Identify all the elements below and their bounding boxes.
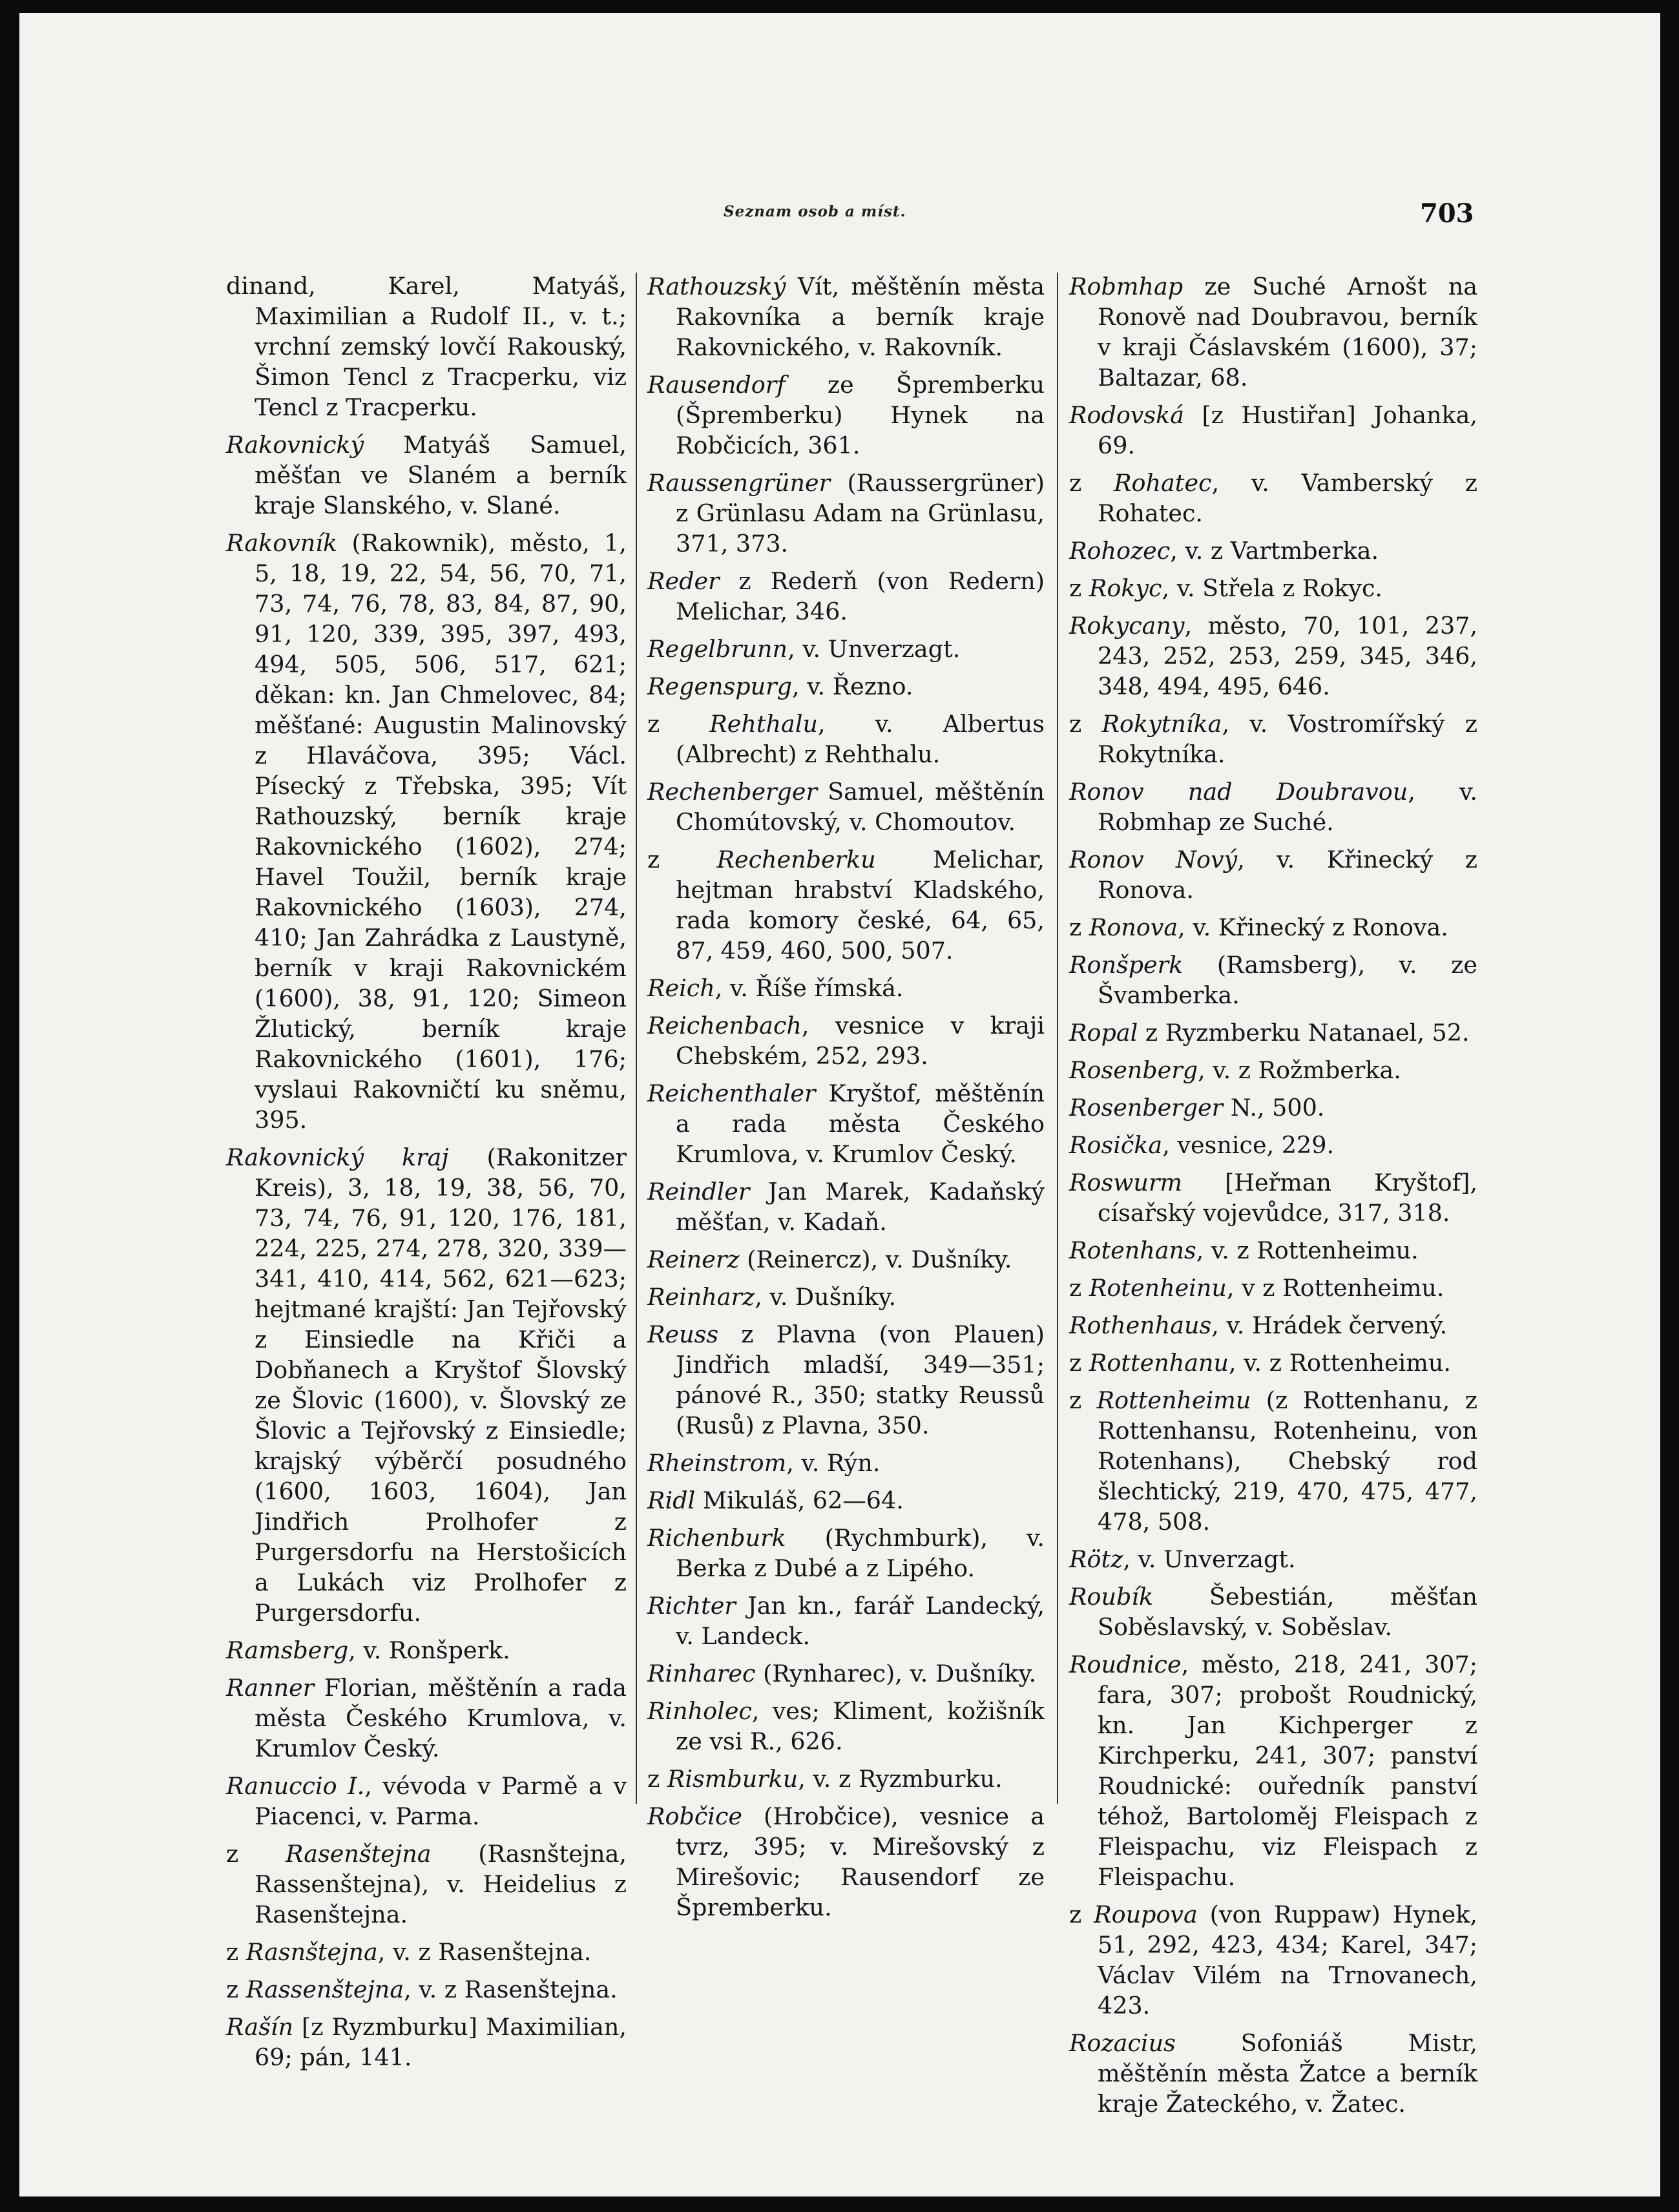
entry-text: [Heřman Kryštof], císařský vojevůdce, 317, 318. xyxy=(1098,1169,1477,1227)
entry-headword: Regenspurg xyxy=(647,673,792,700)
index-entry xyxy=(1069,912,1477,943)
running-header: Seznam osob a míst. xyxy=(724,203,906,220)
index-entry xyxy=(1069,777,1477,837)
index-entry xyxy=(1069,950,1477,1010)
entry-headword: Reichenbach xyxy=(647,1012,802,1039)
entry-text: Matyáš Samuel, měšťan ve Slaném a berník kraje Slanského, v. Slané. xyxy=(255,431,627,519)
entry-headword: Rašín xyxy=(226,2013,293,2041)
index-column-right xyxy=(1069,271,1477,2126)
index-entry xyxy=(226,1937,627,1967)
entry-prefix: z xyxy=(226,1938,246,1966)
index-entry xyxy=(647,1696,1045,1757)
entry-headword: Rotenheinu xyxy=(1089,1274,1227,1302)
index-entry xyxy=(647,1282,1045,1312)
entry-headword: Rosenberger xyxy=(1069,1094,1224,1122)
entry-text: (Ramsberg), v. ze Švamberka. xyxy=(1098,951,1477,1009)
index-entry xyxy=(226,1635,627,1665)
entry-text: , v. z Rottenheimu. xyxy=(1196,1236,1419,1264)
entry-text: , v z Rottenheimu. xyxy=(1226,1274,1444,1302)
entry-headword: Rohatec xyxy=(1114,469,1212,497)
index-entry xyxy=(1069,271,1477,393)
entry-headword: Rinholec xyxy=(647,1697,752,1725)
index-entry xyxy=(1069,1130,1477,1160)
entry-headword: Rechenberger xyxy=(647,778,817,806)
entry-text: dinand, Karel, Matyáš, Maximilian a Rudolf II., v. t.; vrchní zemský lovčí Rakouský, Šimon Tencl z Tracperku, viz Tencl z Tracperku. xyxy=(226,272,627,421)
index-entry xyxy=(1069,1310,1477,1341)
index-entry xyxy=(647,1485,1045,1516)
entry-text: , město, 218, 241, 307; fara, 307; probošt Roudnický, kn. Jan Kichperger z Kirchperku, 241, 307; panství Roudnické: ouředník panství téhož, Bartoloměj Fleispach z Fleispachu, viz Fleispach z Fleispachu. xyxy=(1098,1651,1477,1891)
entry-headword: Rheinstrom xyxy=(647,1449,787,1477)
index-entry xyxy=(647,1658,1045,1689)
entry-text: , v. Křinecký z Ronova. xyxy=(1178,913,1448,941)
index-entry xyxy=(226,1142,627,1628)
index-entry xyxy=(226,1673,627,1764)
entry-headword: Rottenhanu xyxy=(1089,1349,1229,1377)
entry-headword: Ranner xyxy=(226,1674,315,1702)
index-entry xyxy=(226,1974,627,2005)
entry-text: (Hrobčice), vesnice a tvrz, 395; v. Mirešovský z Mirešovic; Rausendorf ze Špremberku. xyxy=(676,1802,1045,1921)
entry-text: , v. Albertus (Albrecht) z Rehthalu. xyxy=(676,710,1045,768)
entry-text: (von Ruppaw) Hynek, 51, 292, 423, 434; Karel, 347; Václav Vilém na Trnovanech, 423. xyxy=(1098,1901,1477,2019)
entry-headword: Roswurm xyxy=(1069,1169,1182,1196)
entry-headword: Reder xyxy=(647,567,720,595)
index-entry xyxy=(647,1764,1045,1794)
index-column-middle xyxy=(647,271,1045,1930)
entry-text: ze Špremberku (Špremberku) Hynek na Robčicích, 361. xyxy=(676,371,1045,459)
entry-prefix: z xyxy=(1069,913,1089,941)
entry-headword: Reich xyxy=(647,974,715,1002)
entry-headword: Roudnice xyxy=(1069,1651,1182,1678)
entry-text: (Raussergrüner) z Grünlasu Adam na Grünlasu, 371, 373. xyxy=(676,469,1045,558)
entry-headword: Roubík xyxy=(1069,1583,1154,1611)
index-entry xyxy=(1069,1348,1477,1378)
entry-headword: Rehthalu xyxy=(709,710,819,738)
column-divider xyxy=(636,273,637,1804)
index-entry xyxy=(647,709,1045,769)
index-entry xyxy=(226,528,627,1135)
index-entry xyxy=(1069,536,1477,566)
entry-text: , vévoda v Parmě a v Piacenci, v. Parma. xyxy=(255,1772,627,1830)
entry-headword: Richenburk xyxy=(647,1524,786,1552)
entry-text: , vesnice, 229. xyxy=(1162,1131,1335,1159)
entry-text: , ves; Kliment, kožišník ze vsi R., 626. xyxy=(676,1697,1045,1755)
entry-headword: Ronova xyxy=(1089,913,1178,941)
entry-headword: Robmhap xyxy=(1069,273,1184,300)
entry-headword: Rozacius xyxy=(1069,2029,1176,2057)
entry-headword: Rakovník xyxy=(226,529,338,557)
entry-text: [z Ryzmburku] Maximilian, 69; pán, 141. xyxy=(255,2013,627,2071)
entry-text: , v. Unverzagt. xyxy=(787,635,961,663)
entry-text: (Rakownik), město, 1, 5, 18, 19, 22, 54, 56, 70, 71, 73, 74, 76, 78, 83, 84, 87, 90, 91, 120, 339, 395, 397, 493, 494, 505, 506, 517, 621; děkan: kn. Jan Chmelovec, 84; měšťané: Augustin Malinovský z Hlaváčova, 395; Václ. Písecký z Třebska, 395; Vít Rathouzský, berník kraje Rakovnického (1602), 274; Havel Toužil, berník kraje Rakovnického (1603), 274, 410; Jan Zahrádka z Laustyně, berník v kraji Rakovnickém (1600), 38, 91, 120; Simeon Žlutický, berník kraje Rakovnického (1601), 176; vyslaui Rakovničtí ku sněmu, 395. xyxy=(255,529,627,1134)
page xyxy=(19,13,1660,2196)
entry-text: Šebestián, měšťan Soběslavský, v. Soběslav. xyxy=(1098,1583,1477,1641)
entry-text: z Ryzmberku Natanael, 52. xyxy=(1138,1019,1470,1047)
entry-headword: Reichenthaler xyxy=(647,1080,816,1107)
entry-prefix: z xyxy=(1069,469,1114,497)
entry-prefix: z xyxy=(226,1976,246,2003)
entry-text: , v. z Rasenštejna. xyxy=(404,1976,618,2003)
index-entry xyxy=(226,271,627,423)
entry-text: Mikuláš, 62—64. xyxy=(695,1487,904,1514)
entry-text: , v. z Vartmberka. xyxy=(1170,537,1379,565)
entry-text: , v. z Rottenheimu. xyxy=(1229,1349,1451,1377)
entry-prefix: z xyxy=(1069,1901,1094,1928)
entry-text: , v. Hrádek červený. xyxy=(1211,1311,1448,1339)
entry-text: Kryštof, měštěnín a rada města Českého Krumlova, v. Krumlov Český. xyxy=(676,1080,1045,1168)
entry-text: , v. Ronšperk. xyxy=(348,1636,510,1664)
index-entry xyxy=(1069,1649,1477,1892)
entry-text: , v. z Rožmberka. xyxy=(1198,1056,1401,1084)
index-entry xyxy=(226,2012,627,2072)
index-entry xyxy=(1069,400,1477,461)
entry-headword: Reuss xyxy=(647,1320,719,1348)
entry-text: ze Suché Arnošt na Ronově nad Doubravou, berník v kraji Čáslavském (1600), 37; Baltazar, 68. xyxy=(1098,273,1477,391)
index-entry xyxy=(647,370,1045,461)
index-entry xyxy=(1069,1055,1477,1085)
entry-text: , v. Vamberský z Rohatec. xyxy=(1098,469,1478,527)
entry-prefix: z xyxy=(1069,1274,1089,1302)
entry-headword: Reinerz xyxy=(647,1246,740,1273)
entry-headword: Rokytníka xyxy=(1101,710,1222,738)
entry-text: (Rynharec), v. Dušníky. xyxy=(755,1660,1037,1687)
index-entry xyxy=(647,634,1045,664)
entry-headword: Robčice xyxy=(647,1802,742,1830)
entry-headword: Rottenheimu xyxy=(1096,1386,1251,1414)
entry-text: , vesnice v kraji Chebském, 252, 293. xyxy=(676,1012,1045,1070)
entry-headword: Rothenhaus xyxy=(1069,1311,1212,1339)
entry-text: , v. Unverzagt. xyxy=(1123,1545,1296,1573)
entry-text: , město, 70, 101, 237, 243, 252, 253, 259, 345, 346, 348, 494, 495, 646. xyxy=(1098,612,1477,700)
entry-prefix: z xyxy=(1069,1386,1097,1414)
index-entry xyxy=(647,1523,1045,1583)
entry-headword: Ramsberg xyxy=(226,1636,349,1664)
index-entry xyxy=(647,1801,1045,1923)
entry-headword: Ronov nad Doubravou xyxy=(1069,778,1408,806)
entry-prefix: z xyxy=(647,710,710,738)
entry-text: , v. z Rasenštejna. xyxy=(377,1938,592,1966)
entry-text: (Rychmburk), v. Berka z Dubé a z Lipého. xyxy=(676,1524,1045,1582)
entry-headword: Rosenberg xyxy=(1069,1056,1198,1084)
index-entry xyxy=(1069,1235,1477,1266)
entry-headword: Rotenhans xyxy=(1069,1236,1196,1264)
entry-text: (Rasnštejna, Rassenštejna), v. Heidelius z Rasenštejna. xyxy=(255,1840,627,1928)
entry-headword: Rausendorf xyxy=(647,371,786,399)
index-entry xyxy=(647,566,1045,627)
index-entry xyxy=(1069,2028,1477,2119)
entry-headword: Ropal xyxy=(1069,1019,1138,1047)
entry-headword: Rokycany xyxy=(1069,612,1185,640)
entry-prefix: z xyxy=(226,1840,286,1868)
entry-prefix: z xyxy=(647,1765,667,1793)
entry-headword: Rakovnický kraj xyxy=(226,1143,449,1171)
entry-text: , v. Vostromířský z Rokytníka. xyxy=(1098,710,1477,768)
entry-headword: Rasenštejna xyxy=(285,1840,432,1868)
entry-prefix: z xyxy=(1069,574,1089,602)
index-entry xyxy=(647,1010,1045,1071)
entry-headword: Rinharec xyxy=(647,1660,756,1687)
index-entry xyxy=(647,671,1045,702)
entry-headword: Ronov Nový xyxy=(1069,846,1238,873)
entry-headword: Ronšperk xyxy=(1069,951,1184,979)
entry-headword: Rötz xyxy=(1069,1545,1123,1573)
index-entry xyxy=(1069,1167,1477,1228)
index-entry xyxy=(647,1078,1045,1169)
index-entry xyxy=(1069,1017,1477,1048)
column-divider xyxy=(1057,273,1058,1804)
entry-headword: Roupova xyxy=(1094,1901,1198,1928)
entry-headword: Rokyc xyxy=(1089,574,1162,602)
index-entry xyxy=(226,430,627,521)
entry-prefix: z xyxy=(1069,710,1102,738)
index-entry xyxy=(1069,709,1477,769)
entry-text: Melichar, hejtman hrabství Kladského, rada komory české, 64, 65, 87, 459, 460, 500, 507. xyxy=(676,846,1045,965)
entry-text: Jan kn., farář Landecký, v. Landeck. xyxy=(676,1592,1045,1650)
entry-text: (Rakonitzer Kreis), 3, 18, 19, 38, 56, 70, 73, 74, 76, 91, 120, 176, 181, 224, 225, 274, 278, 320, 339—341, 410, 414, 562, 621—623; hejtmané krajští: Jan Tejřovský z Einsiedle na Křiči a Dobňanech a Kryštof Šlovský ze Šlovic (1600), v. Šlovský ze Šlovic a Tejřovský z Einsiedle; krajský výběrčí posudného (1600, 1603, 1604), Jan Jindřich Prolhofer z Purgersdorfu na Herstošicích a Lukách viz Prolhofer z Purgersdorfu. xyxy=(255,1143,627,1627)
entry-headword: Rohozec xyxy=(1069,537,1171,565)
entry-headword: Reinharz xyxy=(647,1283,755,1311)
page-number: 703 xyxy=(1420,198,1474,229)
entry-text: Jan Marek, Kadaňský měšťan, v. Kadaň. xyxy=(676,1178,1045,1236)
entry-text: , v. Řezno. xyxy=(791,673,913,700)
entry-headword: Richter xyxy=(647,1592,736,1620)
index-entry xyxy=(647,1176,1045,1237)
entry-text: Vít, měštěnín města Rakovníka a berník kraje Rakovnického, v. Rakovník. xyxy=(676,273,1045,361)
entry-text: z Rederň (von Redern) Melichar, 346. xyxy=(676,567,1045,625)
entry-headword: Reindler xyxy=(647,1178,750,1205)
entry-text: z Plavna (von Plauen) Jindřich mladší, 349—351; pánové R., 350; statky Reussů (Rusů) z Plavna, 350. xyxy=(676,1320,1045,1439)
entry-text: Sofoniáš Mistr, měštěnín města Žatce a berník kraje Žateckého, v. Žatec. xyxy=(1098,2029,1477,2118)
entry-text: , v. Křinecký z Ronova. xyxy=(1098,846,1477,904)
index-entry xyxy=(1069,468,1477,528)
entry-headword: Ridl xyxy=(647,1487,696,1514)
index-entry xyxy=(647,1591,1045,1651)
index-entry xyxy=(1069,1385,1477,1537)
index-entry xyxy=(1069,1899,1477,2021)
index-entry xyxy=(647,973,1045,1003)
entry-text: (z Rottenhanu, z Rottenhansu, Rotenheinu, von Rotenhans), Chebský rod šlechtický, 219, 470, 475, 477, 478, 508. xyxy=(1098,1386,1478,1536)
index-entry xyxy=(647,844,1045,966)
entry-headword: Rosička xyxy=(1069,1131,1163,1159)
entry-prefix: z xyxy=(647,846,717,873)
entry-text: N., 500. xyxy=(1223,1094,1325,1122)
entry-text: , v. z Ryzmburku. xyxy=(798,1765,1003,1793)
entry-headword: Rathouzský xyxy=(647,273,786,300)
entry-prefix: z xyxy=(1069,1349,1089,1377)
entry-text: Samuel, měštěnín Chomútovský, v. Chomoutov. xyxy=(676,778,1045,836)
entry-text: , v. Dušníky. xyxy=(755,1283,897,1311)
entry-headword: Rasnštejna xyxy=(245,1938,378,1966)
index-entry xyxy=(226,1771,627,1831)
index-entry xyxy=(1069,1581,1477,1642)
entry-headword: Rakovnický xyxy=(226,431,364,459)
entry-headword: Rechenberku xyxy=(716,846,876,873)
index-entry xyxy=(1069,610,1477,702)
entry-text: , v. Střela z Rokyc. xyxy=(1162,574,1383,602)
index-entry xyxy=(226,1839,627,1930)
index-entry xyxy=(1069,1092,1477,1123)
index-entry xyxy=(647,777,1045,837)
entry-headword: Regelbrunn xyxy=(647,635,788,663)
index-entry xyxy=(647,1244,1045,1275)
entry-text: (Reinercz), v. Dušníky. xyxy=(739,1246,1012,1273)
entry-headword: Rismburku xyxy=(667,1765,798,1793)
index-entry xyxy=(647,271,1045,362)
index-entry xyxy=(1069,1544,1477,1574)
entry-text: [z Hustiřan] Johanka, 69. xyxy=(1098,401,1477,459)
entry-headword: Ranuccio I. xyxy=(226,1772,365,1800)
index-entry xyxy=(1069,844,1477,905)
index-entry xyxy=(647,1319,1045,1441)
entry-text: , v. Robmhap ze Suché. xyxy=(1098,778,1477,836)
index-entry xyxy=(647,468,1045,559)
index-entry xyxy=(1069,1273,1477,1303)
entry-headword: Rodovská xyxy=(1069,401,1185,429)
index-entry xyxy=(1069,573,1477,603)
entry-text: , v. Říše římská. xyxy=(714,974,904,1002)
index-entry xyxy=(647,1448,1045,1478)
index-column-left xyxy=(226,271,627,2080)
entry-headword: Rassenštejna xyxy=(245,1976,404,2003)
entry-text: Florian, měštěnín a rada města Českého Krumlova, v. Krumlov Český. xyxy=(255,1674,627,1762)
entry-text: , v. Rýn. xyxy=(786,1449,881,1477)
entry-headword: Raussengrüner xyxy=(647,469,831,497)
